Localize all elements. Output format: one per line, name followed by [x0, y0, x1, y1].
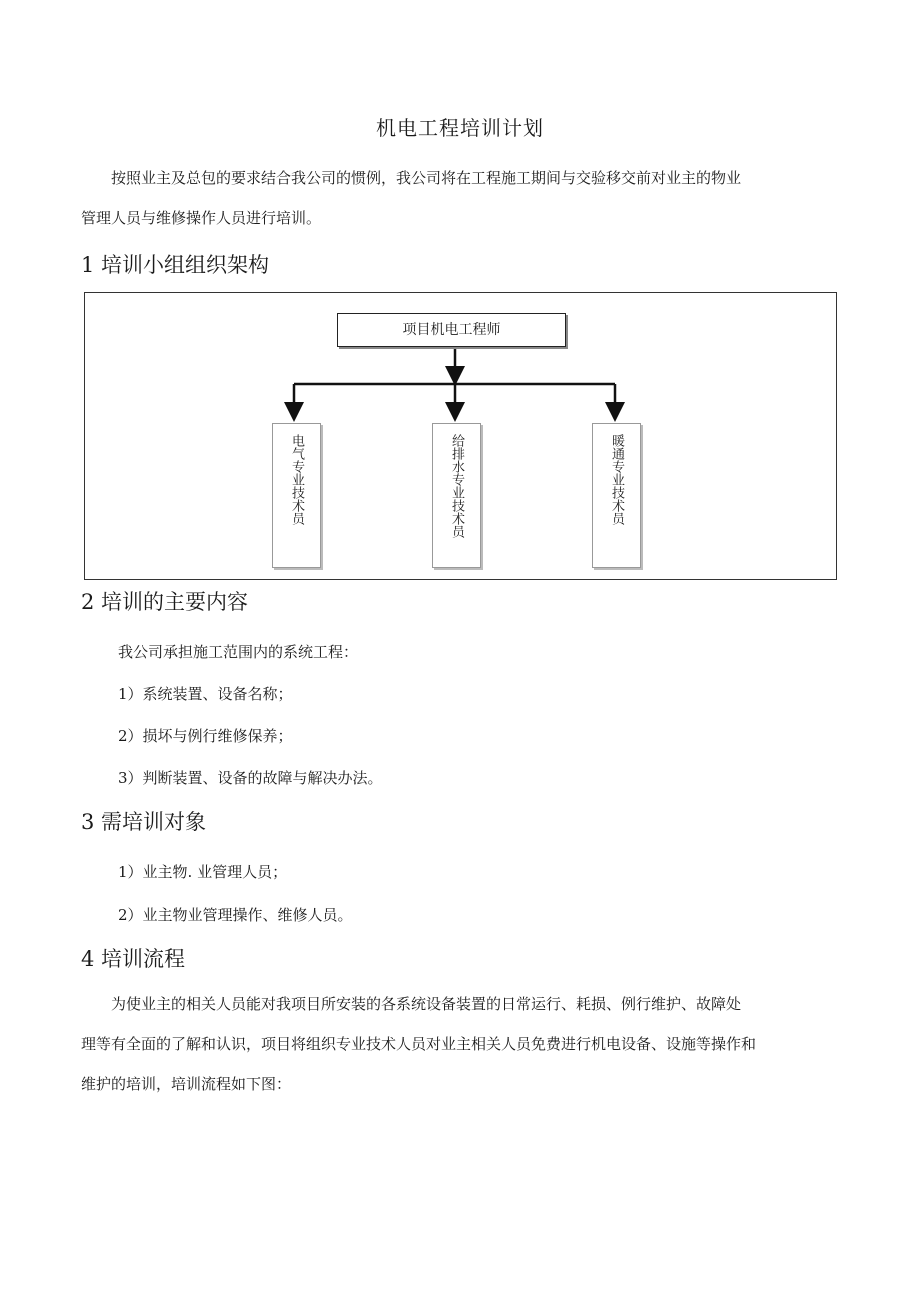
org-node-electrical [272, 423, 321, 568]
org-node-plumbing-label: 给排水专业技术员 [449, 434, 464, 538]
org-node-hvac [592, 423, 641, 568]
list-item: 2）业主物业管理操作、维修人员。 [118, 906, 353, 924]
section-4-line-1: 为使业主的相关人员能对我项目所安装的各系统设备装置的日常运行、耗损、例行维护、故障处 [111, 995, 742, 1013]
document-title: 机电工程培训计划 [376, 116, 544, 140]
org-root-node: 项目机电工程师 [337, 313, 566, 347]
list-item: 1）系统装置、设备名称； [118, 685, 293, 703]
list-item: 2）损坏与例行维修保养； [118, 727, 293, 745]
section-1-heading: 1 培训小组组织架构 [81, 253, 270, 277]
org-node-plumbing [432, 423, 481, 568]
section-2-heading: 2 培训的主要内容 [81, 590, 249, 614]
section-4-line-2: 理等有全面的了解和认识，项目将组织专业技术人员对业主相关人员免费进行机电设备、设施等操作和 [81, 1035, 757, 1053]
intro-line-1: 按照业主及总包的要求结合我公司的惯例，我公司将在工程施工期间与交验移交前对业主的物业 [111, 169, 742, 187]
section-2-lead: 我公司承担施工范围内的系统工程： [118, 643, 359, 661]
section-4-line-3: 维护的培训，培训流程如下图： [81, 1075, 292, 1093]
org-node-electrical-label: 电气专业技术员 [289, 434, 304, 525]
org-node-hvac-label: 暖通专业技术员 [609, 434, 624, 525]
section-3-heading: 3 需培训对象 [81, 810, 207, 834]
intro-line-2: 管理人员与维修操作人员进行培训。 [81, 209, 322, 227]
section-4-heading: 4 培训流程 [81, 947, 186, 971]
list-item: 1）业主物. 业管理人员； [118, 863, 288, 881]
list-item: 3）判断装置、设备的故障与解决办法。 [118, 769, 383, 787]
